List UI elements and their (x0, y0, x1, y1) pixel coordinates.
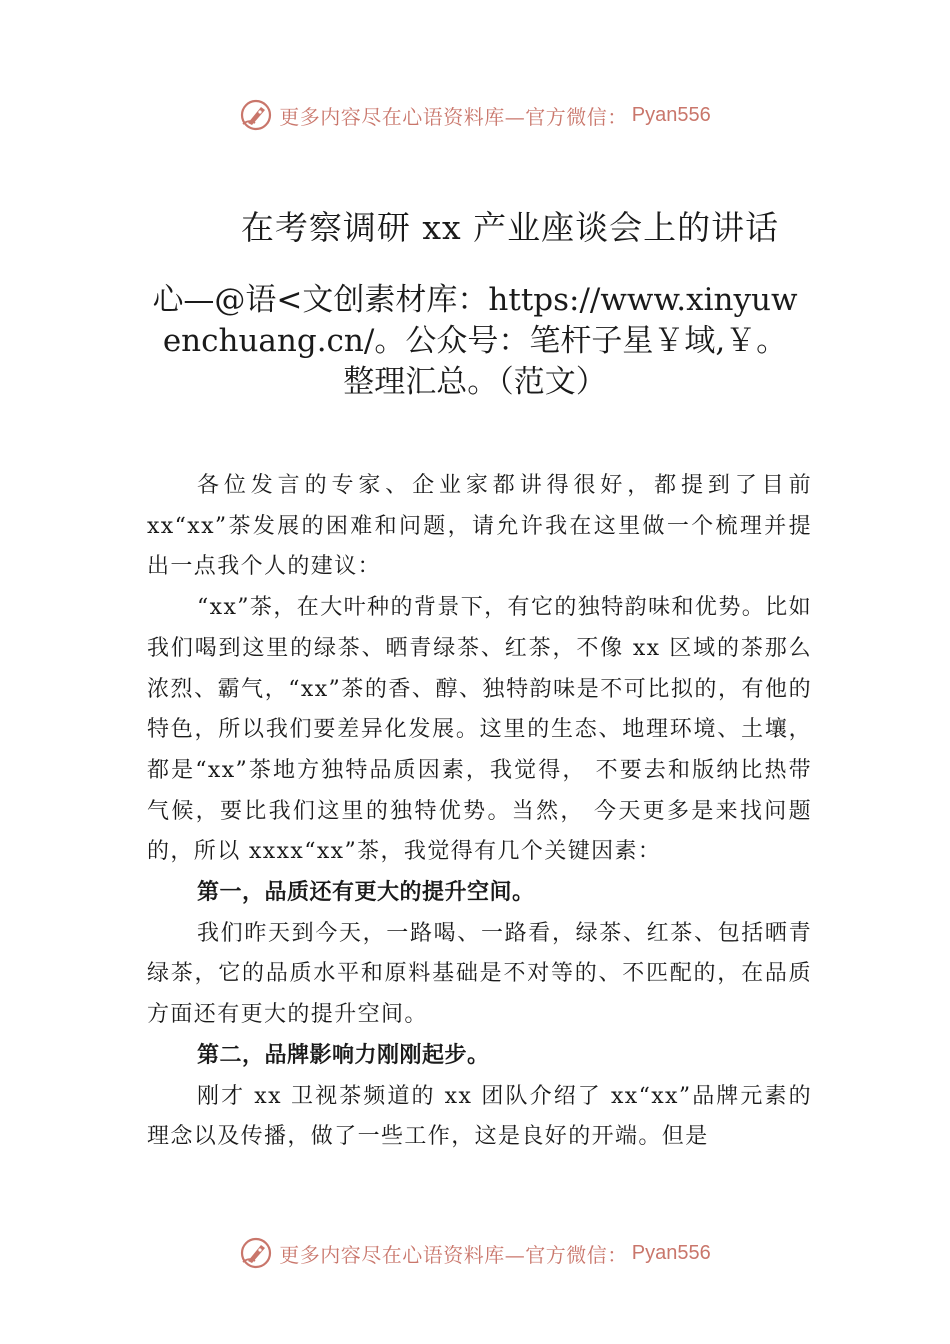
section-heading: 第二，品牌影响力刚刚起步。 (197, 1042, 490, 1068)
banner-text: 更多内容尽在心语资料库—官方微信： (279, 104, 628, 129)
paragraph: “xx”茶，在大叶种的背景下，有它的独特韵味和优势。比如我们喝到这里的绿茶、晒青绿茶、红茶，不像 xx 区域的茶那么浓烈、霸气，“xx”茶的香、醇、独特韵味是不可比拟的，有他的特色，所以我们要差异化发展。这里的生态、地理环境、土壤，都是“xx”茶地方独特品质因素，我觉得， 不要去和版纳比热带气候，要比我们这里的独特优势。当然， 今天更多是来找问题的，所以 xxxx“xx”茶，我觉得有几个关键因素： (147, 595, 812, 865)
banner-wechat-id: Pyan556 (631, 103, 711, 126)
pen-nib-circle-icon (239, 98, 273, 132)
pen-nib-circle-icon (239, 1236, 273, 1270)
footer-watermark-banner (0, 1233, 950, 1273)
paragraph: 各位发言的专家、企业家都讲得很好，都提到了目前 xx“xx”茶发展的困难和问题，请允许我在这里做一个梳理并提出一点我个人的建议： (147, 473, 812, 580)
document-title: 在考察调研 xx 产业座谈会上的讲话 (240, 208, 780, 247)
source-note: 心—@语<文创素材库：https://www.xinyuwenchuang.cn/。公众号：笔杆子星￥域,￥。整理汇总。（范文） (152, 282, 798, 400)
section-heading: 第一，品质还有更大的提升空间。 (197, 880, 535, 906)
paragraph: 我们昨天到今天，一路喝、一路看，绿茶、红茶、包括晒青绿茶，它的品质水平和原料基础是不对等的、不匹配的，在品质方面还有更大的提升空间。 (147, 920, 812, 1028)
paragraph: 刚才 xx 卫视茶频道的 xx 团队介绍了 xx“xx”品牌元素的理念以及传播，做了一些工作，这是良好的开端。但是 (147, 1083, 812, 1150)
header-watermark-banner (0, 95, 950, 135)
banner-text: 更多内容尽在心语资料库—官方微信： (279, 1242, 628, 1267)
banner-wechat-id: Pyan556 (631, 1241, 711, 1264)
document-body (147, 466, 812, 1158)
